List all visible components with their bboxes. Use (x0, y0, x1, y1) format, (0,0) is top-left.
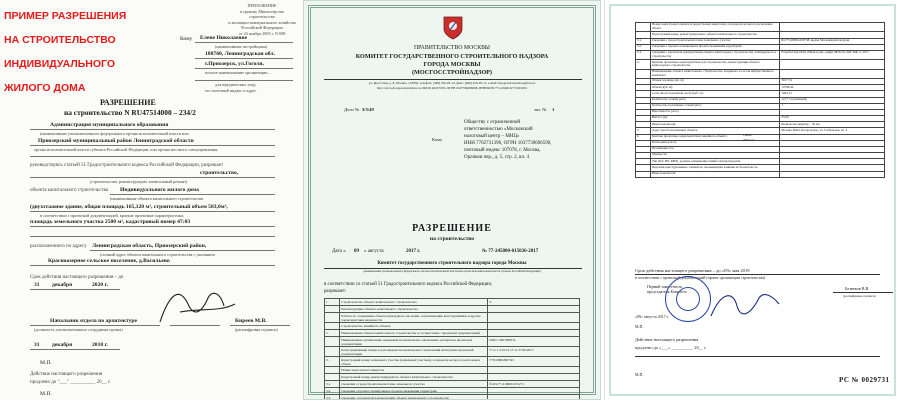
row-value-cell: 33,29 (780, 116, 885, 122)
row-number-cell: 3.2. (325, 388, 340, 395)
validity-month: декабря (52, 282, 73, 288)
table-row (325, 306, 580, 313)
row-value-cell: 1094,15 (780, 91, 885, 97)
row-label-cell: Сведения о градостроительном плане земельного участка (650, 38, 779, 44)
object-specs-1: (двухэтажное здание, общая площадь 165,120 м², строительный объем 583,0м³, (30, 204, 228, 210)
permit-number: № 77-245000-015036-2017 (482, 249, 539, 254)
chief-title-2: председателя Комитета (647, 289, 687, 294)
object-note: (наименование объекта капитального строительства (110, 196, 204, 201)
validity-line: Срок действия настоящего разрешения – до «09» мая 2019 (635, 268, 750, 273)
row-number-cell: 3.1. (325, 381, 340, 388)
government-name: ПРАВИТЕЛЬСТВО МОСКВЫ (413, 45, 490, 51)
chief-name-note: (расшифровка подписи) (235, 327, 278, 332)
row-number-cell (325, 337, 340, 347)
extension-until: продлено до «___» __________ 20__ г. (635, 345, 707, 350)
column-value-1: 10000 (743, 133, 752, 137)
sample-banner (4, 4, 154, 100)
row-number-cell: 3.3. (325, 395, 340, 400)
permit-details-table (324, 298, 580, 400)
extension-label: Действие настоящего разрешения (30, 372, 103, 377)
allows-label: разрешает: (324, 289, 347, 294)
chief-title: Начальник отдела по архитектуре (50, 318, 137, 324)
banner-line-2: НА СТРОИТЕЛЬСТВО (4, 34, 116, 46)
row-value-cell (488, 313, 580, 323)
seal-placeholder-2: М.П. (40, 391, 52, 397)
row-number-cell: 4. (636, 60, 651, 69)
postcode: 188760, Ленинградская обл. (205, 51, 275, 57)
row-label-cell: Наименование объекта капитального строительства, входящего в состав имущественного комплекса (650, 69, 779, 78)
seal-placeholder-2: М.П. (635, 372, 644, 377)
to-label: Кому (180, 36, 193, 42)
object-address-1: Ленинградская область, Приозерский район, (92, 243, 207, 249)
committee-name-1: КОМИТЕТ ГОСУДАРСТВЕННОГО СТРОИТЕЛЬНОГО НАДЗОРА (355, 53, 549, 60)
row-label-cell: Объем (куб. м): (650, 85, 779, 91)
moscow-coat-of-arms-icon (442, 15, 464, 41)
date-label: Дата « (332, 249, 346, 254)
chief-name: Безвеков В.В. (845, 286, 870, 291)
row-value-cell (780, 171, 885, 177)
date-day: 09 (354, 249, 359, 254)
row-value-cell: Разработчик ООО «Инжстрой», шифр 0826/16-ЭОГ-КЖ от 2017 (780, 50, 885, 59)
object-address-note: (полный адрес объекта капитального строительства с указанием (100, 252, 215, 257)
table-row (325, 313, 580, 323)
row-value-cell (488, 388, 580, 395)
row-value-cell: 77-2-1-3-0123-17 от 27.06.2017 (488, 347, 580, 357)
row-label-cell: Адрес (местоположение) объекта (650, 128, 779, 134)
row-value-cell: 3917,74 (780, 79, 885, 85)
row-value-cell: Количество квартир – 59 шт. (780, 122, 885, 128)
object-specs-note: в соответствии с проектной документацией, краткие проектные характеристики, (40, 213, 184, 218)
signature-mark (705, 286, 785, 326)
table-row (636, 69, 885, 78)
committee-abbr: (МОСГОССТРОЙНАДЗОР) (412, 69, 492, 76)
row-value-cell: V (488, 299, 580, 306)
recipient-note: (наименование застройщика) (215, 44, 268, 49)
validity-note: в соответствии с проектной документацией (проект организации строительства) (635, 276, 766, 280)
row-label-cell: Сведения о проектной документации объекта капитального строительства (340, 395, 488, 400)
table-row (325, 395, 580, 400)
row-number-cell: 3. (325, 357, 340, 367)
row-label-cell: Краткие проектные характеристики линейного объекта (650, 134, 779, 140)
document-subtitle: на строительство (429, 236, 475, 242)
row-number-cell: 6. (636, 134, 651, 140)
banner-line-1: ПРИМЕР РАЗРЕШЕНИЯ (4, 10, 127, 22)
row-value-cell: 1 (780, 103, 885, 109)
copy-number: 1 (552, 107, 555, 112)
validity-day: 31 (34, 282, 40, 288)
row-number-cell (325, 323, 340, 330)
row-label-cell: Краткие проектные характеристики для строительства, реконструкции объекта капитального строительства (650, 60, 779, 69)
issue-day: 31 (34, 342, 40, 348)
permit-kind: строительство, (200, 170, 239, 176)
city: г.Приозерск, ул.Гоголя, (205, 61, 264, 67)
row-label-cell: Сведения о проекте планировки и проекте межевания территории (650, 44, 779, 50)
row-value-cell (488, 367, 580, 374)
issue-month: декабря (52, 342, 73, 348)
extension-until: продлено до "___" __________ 20__ г. (30, 380, 111, 385)
row-value-cell (488, 306, 580, 313)
date-year: 2017 г. (406, 249, 421, 254)
object-specs-2: площадь земельного участка 2500 м², кадастровый номер 47:03 (30, 219, 191, 225)
header-note (228, 3, 296, 36)
row-number-cell: 3.2. (636, 44, 651, 50)
address-note: полное наименование организации – (205, 70, 271, 75)
row-label-cell: Наименование организации, выдавшей положительное заключение экспертизы проектной документации (340, 337, 488, 347)
table-row (636, 23, 885, 32)
table-row (325, 357, 580, 367)
row-value-cell: № RU77-219000-015271 (488, 381, 580, 388)
row-label-cell: Высота (м): (650, 116, 779, 122)
row-label-cell: Тип (КЛ, ВЛ, КВЛ), уровень напряжения линий электропередачи (650, 159, 779, 165)
date-month: » августа (364, 249, 384, 254)
article-51: в соответствии со статьей 51 Градостроительного кодекса Российской Федерации, (324, 282, 493, 287)
table-row (325, 337, 580, 347)
chief-name-note: (расшифровка подписи) (843, 294, 876, 298)
district-note: органа исполнительной власти субъекта Российской Федерации, или органа местного самоуправления, (34, 147, 219, 152)
address-note-2: для юридических лиц), (215, 82, 257, 87)
chief-title-note: (должность уполномоченного сотрудника органа) (34, 327, 123, 332)
banner-line-4: ЖИЛОГО ДОМА (4, 82, 86, 94)
row-number-cell (325, 347, 340, 357)
table-row (325, 347, 580, 357)
article-51: руководствуясь статьей 51 Градостроительного кодекса Российской Федерации, разрешает (30, 163, 224, 168)
row-value-cell: ООО «ЭКСПЕРТ» (488, 337, 580, 347)
row-label-cell: Строительство объекта капитального строительства (340, 299, 488, 306)
seal-placeholder: М.П. (635, 324, 644, 329)
column-value-2: 7625,13 (743, 138, 755, 142)
row-label-cell: Сведения о проектной документации объекта капитального строительства, планируемого к строительству (650, 50, 779, 59)
case-number: 3/5/49 (362, 107, 374, 112)
issuing-authority: Администрация муниципального образования (50, 122, 169, 128)
row-value-cell (780, 60, 885, 69)
recipient-address-1: почтовый индекс 107078, г. Москва, (464, 148, 541, 153)
row-label-cell: Строительство линейного объекта (340, 323, 488, 330)
object-name: Индивидуального жилого дома (120, 187, 199, 193)
row-number-cell (325, 313, 340, 323)
row-value-cell (488, 395, 580, 400)
permit-document-moscow-second-page (604, 0, 900, 400)
header-note-line: ПРИЛОЖЕНИЕ (247, 3, 277, 8)
issuer-note: (наименование уполномоченного федерального органа исполнительной власти или органа исполнительной власти субъекта Российской Федерации) (363, 270, 541, 273)
row-value-cell: 12 (+1 подземный) (780, 97, 885, 103)
row-value-cell: 10789,44 (780, 85, 885, 91)
table-row (325, 367, 580, 374)
recipient-line: Обществу с ограниченной (464, 120, 521, 125)
committee-address: ул. Брестская, д. 8, Москва, 123056, телефон: (499) 250-03-12, факс: (499) 250-20-12, e-mail: mosgosstroinadzor@mos.ru (368, 81, 536, 85)
district-name: Приозерский муниципальный район Ленинградской области (38, 138, 194, 144)
row-number-cell (636, 69, 651, 78)
row-label-cell: Количество подземных этажей (шт.): (650, 103, 779, 109)
copy-label: экз. № (534, 107, 547, 112)
row-label-cell: Мощность: (650, 153, 779, 159)
row-label-cell: Кадастровый номер реконструируемого объекта капитального строительства (340, 374, 488, 381)
validity-label: Срок действия настоящего разрешения – до (30, 275, 124, 280)
row-label-cell: Регистрационный номер и дата выдачи положительного заключения экспертизы проектной документации (340, 347, 488, 357)
table-row (636, 171, 885, 177)
table-row (325, 374, 580, 381)
row-number-cell (325, 306, 340, 313)
row-label-cell: Сведения о проекте планировки и проекте межевания территории (340, 388, 488, 395)
row-label-cell: Категория (класс): (650, 140, 779, 146)
validity-year: 2020 г. (92, 282, 108, 288)
object-address-2: Красноозерное сельское поселение, д.Васильево (48, 258, 170, 264)
row-label-cell: Кадастровый номер реконструируемого объекта капитального строительства (650, 32, 779, 38)
row-label-cell: Количество этажей (шт.): (650, 97, 779, 103)
row-number-cell: 3.1. (636, 38, 651, 44)
table-row (325, 330, 580, 337)
object-label: объекта капитального строительства (30, 188, 109, 193)
row-number-cell: 5. (636, 128, 651, 134)
row-value-cell (488, 330, 580, 337)
authority-note: (наименование уполномоченного федерального органа исполнительной власти или (40, 131, 189, 136)
row-value-cell: RU77128000-029738, выдан Москомархитектурой (780, 38, 885, 44)
row-number-cell (325, 374, 340, 381)
address-note-3: его почтовый индекс и адрес (205, 88, 257, 93)
permit-kind-note: (строительство, реконструкцию, капитальный ремонт) (90, 179, 188, 184)
table-row (636, 60, 885, 69)
issue-year: 2010 г. (92, 342, 108, 348)
document-title: РАЗРЕШЕНИЕ (412, 223, 492, 234)
object-characteristics-table (635, 22, 885, 178)
row-number-cell: 3.3. (636, 50, 651, 59)
recipient-name: Елене Николаевне (200, 35, 248, 41)
permit-document-moscow-first-page (303, 0, 601, 400)
header-note-line: и жилищно-коммунального хозяйства (228, 19, 296, 25)
case-label: Дело № (344, 107, 360, 112)
row-label-cell: Работы по сохранению объекта культурного наследия, затрагивающие конструктивные и другие характеристики надежности (340, 313, 488, 323)
row-label-cell: Наименование объекта капитального строительства в соответствии с проектной документацией (340, 330, 488, 337)
table-row (636, 50, 885, 59)
row-label-cell: Вместимость (чел.): (650, 109, 779, 115)
serial-number: РС № 0029731 (839, 376, 890, 384)
row-number-cell (636, 23, 651, 32)
table-row (325, 381, 580, 388)
row-label-cell: Сведения о градостроительном плане земельного участка (340, 381, 488, 388)
row-value-cell (780, 23, 885, 32)
row-label-cell: Реконструкцию объекта капитального строительства (340, 306, 488, 313)
row-number-cell (636, 171, 651, 177)
row-label-cell: Номер кадастрового квартала (340, 367, 488, 374)
header-note-line: от 24 ноября 2005 г. N 698 (238, 30, 286, 36)
row-value-cell: 77:03:0002007:45 (488, 357, 580, 367)
chief-name: Киреев М.В. (235, 318, 267, 324)
row-number-cell (325, 367, 340, 374)
row-label-cell: Иные показатели: (650, 171, 779, 177)
signature-date: «09» августа 2017 г. (635, 314, 669, 319)
document-title: РАЗРЕШЕНИЕ (100, 98, 156, 107)
row-label-cell: Кадастровый номер земельного участка (земельных участков), в пределах которого расположен объект (340, 357, 488, 367)
recipient-block (464, 119, 551, 161)
table-row (325, 388, 580, 395)
recipient-line: налоговый центр – МНЦ» (464, 134, 520, 139)
row-label-cell: в том числе подземной части (куб. м): (650, 91, 779, 97)
chief-title: Первый заместитель (647, 284, 683, 289)
committee-requisites: http://www.mosgosstroinadzor.ru ОКПО 46227199, ОГРН 1047796296068, ИНН/КПП 7712104016/771001001 (376, 86, 528, 90)
address-label: расположенного по адресу (30, 244, 87, 249)
row-value-cell (780, 69, 885, 78)
table-row (325, 323, 580, 330)
row-label-cell: Общая площадь (кв. м): (650, 79, 779, 85)
row-number-cell: 2. (325, 330, 340, 337)
permit-document-leningrad (0, 0, 300, 400)
recipient-address-2: Орликов пер., д. 5, стр. 2, вл. 4 (464, 155, 529, 160)
to-label: Кому (432, 137, 443, 142)
row-label-cell: Номер кадастрового квартала (кадастровых кварталов), в пределах которого расположен объект (650, 23, 779, 32)
row-number-cell: 1. (325, 299, 340, 306)
row-value-cell: Москва, ВАО, Богородское, ул. Глебовская, вл. 3 (780, 128, 885, 134)
row-label-cell: Иные показатели: (650, 122, 779, 128)
recipient-inn: ИНН 7702731396, ОГРН 1037739696590, (464, 141, 552, 146)
row-value-cell (488, 323, 580, 330)
committee-name-2: ГОРОДА МОСКВЫ (423, 61, 481, 68)
recipient-line: ответственностью «Московский (464, 127, 533, 132)
row-label-cell: Протяженность: (650, 146, 779, 152)
row-label-cell: Перечень конструктивных элементов, оказывающих влияние на безопасность (650, 165, 779, 171)
signature-mark (150, 282, 240, 330)
extension-label: Действие настоящего разрешения (635, 337, 699, 342)
banner-line-3: ИНДИВИДУАЛЬНОГО (4, 58, 115, 70)
row-value-cell (488, 374, 580, 381)
permit-number: на строительство N RU47514000 – 234/2 (64, 108, 196, 117)
header-note-line: к приказу Министерства строительства (240, 8, 284, 19)
issuer-name: Комитет государственного строительного надзора города Москвы (377, 261, 527, 266)
header-note-line: Российской Федерации (241, 25, 283, 30)
seal-placeholder: М.П. (40, 360, 52, 366)
table-row (325, 299, 580, 306)
